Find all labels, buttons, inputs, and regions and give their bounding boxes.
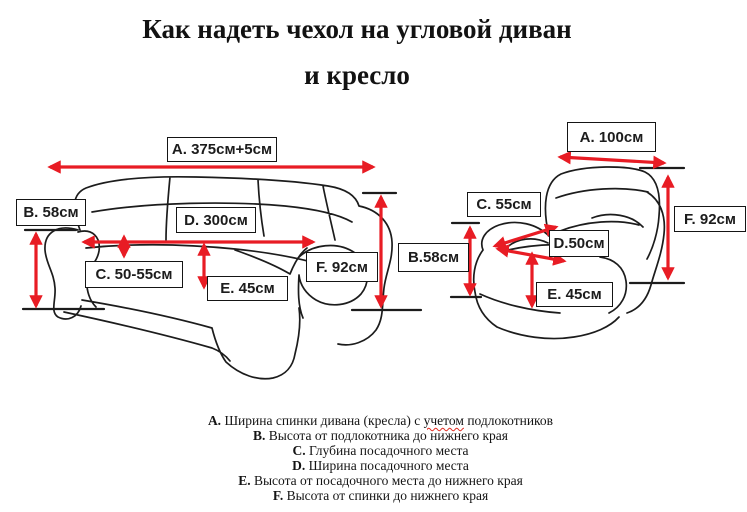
legend-key-f: F. [272, 488, 284, 504]
chair-dim-c-label: C. 55см [467, 192, 541, 217]
legend-text-e: Высота от посадочного места до нижнего края [250, 473, 523, 489]
sofa-dim-a-label: A. 375см+5см [167, 137, 277, 162]
legend-item-e [14, 473, 747, 488]
sofa-dim-e-label: E. 45см [207, 276, 288, 301]
legend-text-b: Высота от подлокотника до нижнего края [265, 428, 508, 444]
legend-item-f [14, 488, 747, 503]
legend-key-e: E. [238, 473, 251, 489]
legend-key-c: C. [292, 443, 306, 459]
legend-text-a-post: подлокотников [463, 413, 554, 428]
legend [14, 413, 747, 504]
legend-text-f: Высота от спинки до нижнего края [283, 488, 489, 504]
chair-dim-e-label: E. 45см [536, 282, 613, 307]
legend-item-d [14, 458, 747, 473]
legend-text-a-flagged: учетом [423, 413, 464, 428]
title-line-1: Как надеть чехол на угловой диван [142, 14, 572, 44]
chair-dim-a-arrow [560, 157, 664, 163]
chair-dim-d-label: D.50см [549, 230, 609, 257]
chair-dim-a-label: A. 100см [567, 122, 656, 152]
legend-text-c: Глубина посадочного места [305, 443, 469, 459]
sofa-dim-c-label: C. 50-55см [85, 261, 183, 288]
legend-key-a: A. [207, 413, 222, 428]
sofa-dim-d-label: D. 300см [176, 207, 256, 233]
legend-key-d: D. [292, 458, 306, 474]
sofa-dim-b-label: B. 58см [16, 199, 86, 226]
legend-text-a-pre: Ширина спинки дивана (кресла) с [221, 413, 424, 428]
sofa-dim-f-label: F. 92см [306, 252, 378, 282]
legend-item-c [14, 443, 747, 458]
legend-text-d: Ширина посадочного места [305, 458, 469, 474]
title-line-2: и кресло [304, 60, 410, 90]
chair-dim-b-label: B.58см [398, 243, 469, 272]
legend-item-b [14, 428, 747, 443]
legend-key-b: B. [253, 428, 266, 444]
chair-dim-f-label: F. 92см [674, 206, 746, 232]
legend-item-a [14, 413, 747, 428]
